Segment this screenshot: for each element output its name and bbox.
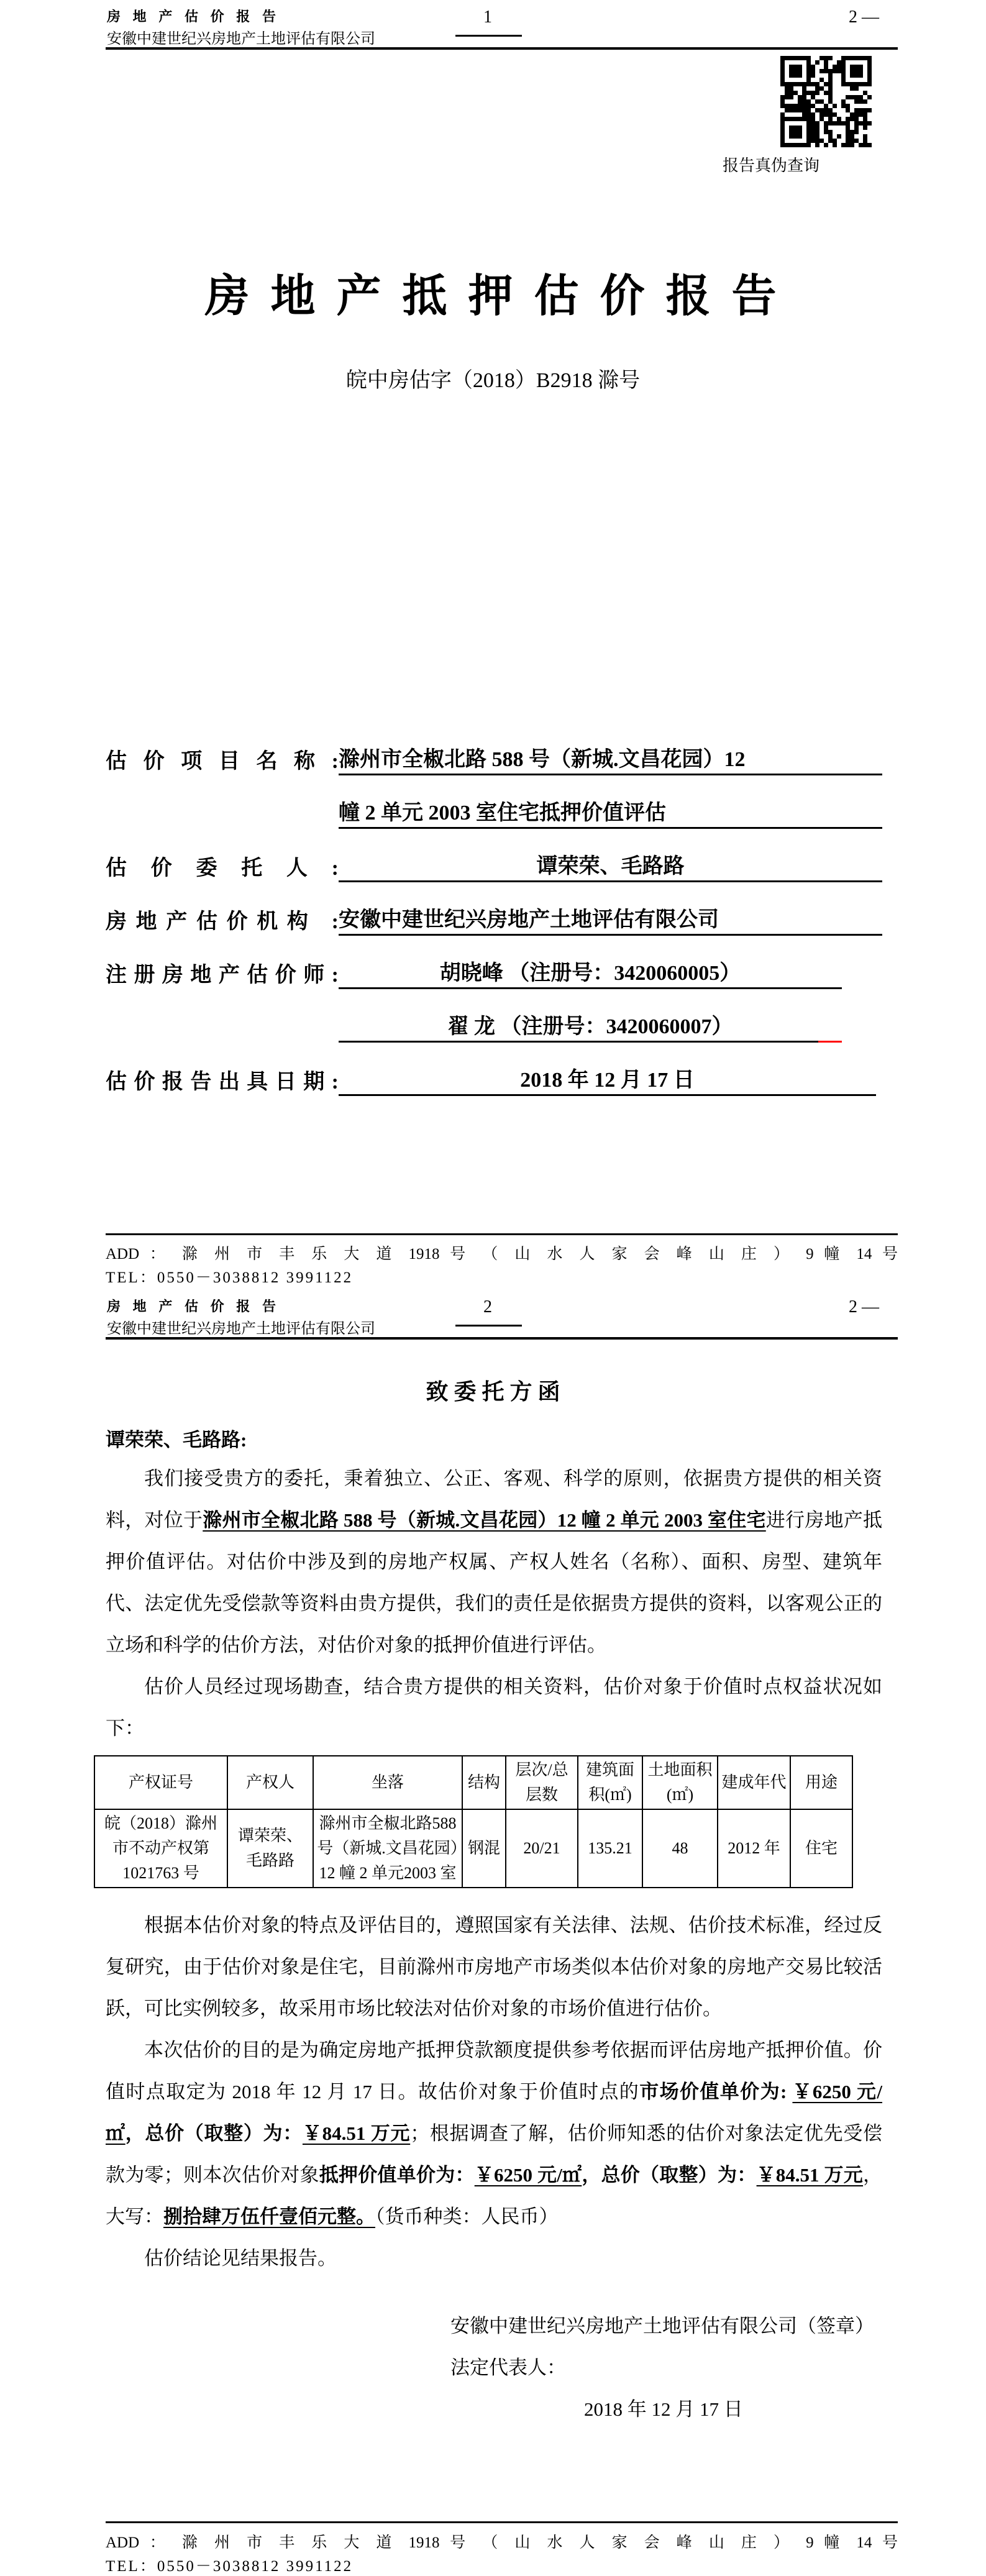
para4-seg-3: ， [125,2122,145,2144]
client-value: 谭荣荣、毛路路 [339,849,882,882]
para4-seg-1: 市场价值单价为: [639,2081,793,2103]
paragraph-engagement [106,1458,882,1666]
para1-pre: 我们接受贵方的委托，秉着独立、公正、客观、科学的原则，依据贵方提供的相关资料，对位于 [106,1468,882,1531]
cell-location: 滁州市全椒北路588 号（新城.文昌花园）12 幢 2 单元2003 室 [313,1809,462,1888]
qr-code-label: 报告真伪查询 [723,157,820,175]
col-certificate-no: 产权证号 [94,1756,227,1809]
report-title: 房 地 产 抵 押 估 价 报 告 [204,272,782,321]
para4-market-total-price: ￥84.51 万元 [302,2122,411,2144]
footer-telephone: TEL：0550－3038812 3991122 [106,2558,354,2575]
qr-code [777,52,876,152]
paragraph-valuation [106,2029,882,2237]
signature-block [106,2305,882,2430]
cell-year-built: 2012 年 [718,1809,790,1888]
header-rule [106,1337,898,1340]
para4-seg-0: 本次估价的目的是为确定房地产抵押贷款额度提供参考依据而评估房地产抵押价值。价值时点取定为 2018 年 12 月 17 日。故估价对象于价值时点的 [106,2039,882,2103]
cell-certificate-no: 皖（2018）滁州市不动产权第1021763 号 [94,1809,227,1888]
signature-date: 2018 年 12 月 17 日 [584,2398,743,2420]
para1-subject-address: 滁州市全椒北路 588 号（新城.文昌花园）12 幢 2 单元 2003 室住宅 [203,1509,766,1531]
issue-date-value: 2018 年 12 月 17 日 [339,1062,876,1096]
letter-title: 致 委 托 方 函 [426,1379,560,1404]
form-row-appraiser-2 [106,989,882,1043]
footer-rule [106,1233,898,1235]
col-structure: 结构 [462,1756,506,1809]
para4-mortgage-total-price: ￥84.51 万元 [756,2164,864,2186]
appraiser-2-value [339,1009,842,1043]
form-row-project-name [106,722,882,775]
col-floor: 层次/总层数 [506,1756,578,1809]
project-name-value-line2: 幢 2 单元 2003 室住宅抵押价值评估 [339,795,882,829]
page-number-underline [455,1325,522,1327]
para4-seg-9: ，总价（取整）为： [582,2164,757,2186]
page-2 [0,1287,986,2575]
para4-amount-in-words: 捌拾肆万伍仟壹佰元整。 [163,2206,375,2227]
header-doc-type: 房 地 产 估 价 报 告 [107,9,280,25]
project-name-value-line1: 滁州市全椒北路 588 号（新城.文昌花园）12 [339,742,882,775]
appraiser-1-value: 胡晓峰 （注册号：3420060005） [339,956,842,989]
client-label: 估 价 委 托 人 : [106,857,339,880]
cell-building-area: 135.21 [578,1809,642,1888]
footer-telephone: TEL：0550－3038812 3991122 [106,1269,354,1286]
para4-seg-11: ，大写： [106,2164,883,2227]
header-page-number: 1 [483,7,492,27]
col-year-built: 建成年代 [718,1756,790,1809]
letter-body [106,1458,882,2430]
table-row [94,1809,852,1888]
signature-legal-representative: 法定代表人： [450,2357,566,2378]
para4-seg-6: ；根据调查了解，估价师知悉的估价对象法定优先受偿款为零；则本次估价对象 [106,2122,883,2186]
footer-rule [106,2521,898,2523]
cover-form [106,722,882,1096]
col-land-area: 土地面积(㎡) [642,1756,718,1809]
agency-label: 房地产估价机构 : [106,910,339,933]
paragraph-method: 根据本估价对象的特点及评估目的，遵照国家有关法律、法规、估价技术标准，经过反复研究，由于估价对象是住宅，目前滁州市房地产市场类似本估价对象的房地产交易比较活跃，可比实例较多，故采用市场比较法对估价对象的市场价值进行估价。 [106,1914,882,2019]
empty-label [106,1041,339,1043]
paragraph-conclusion: 估价结论见结果报告。 [144,2247,337,2269]
header-company-name: 安徽中建世纪兴房地产土地评估有限公司 [107,1320,375,1337]
col-use: 用途 [790,1756,852,1809]
para4-seg-7: 抵押价值单价为： [319,2164,475,2186]
property-table [94,1755,853,1888]
report-number: 皖中房估字（2018）B2918 滁号 [345,369,641,392]
cell-owner: 谭荣荣、毛路路 [227,1809,313,1888]
para1-post: 进行房地产抵押价值评估。对估价中涉及到的房地产权属、产权人姓名（名称）、面积、房型、建筑年代、法定优先受偿款等资料由贵方提供，我们的责任是依据贵方提供的资料，以客观公正的立场和科学的估价方法，对估价对象的抵押价值进行评估。 [106,1509,882,1656]
table-header-row [94,1756,852,1809]
header-rule [106,47,898,50]
cell-use: 住宅 [790,1809,852,1888]
form-row-agency [106,882,882,936]
header-page-number: 2 [483,1297,492,1317]
para4-seg-13: （货币种类：人民币） [375,2206,559,2227]
para4-mortgage-unit-price: ￥6250 元/㎡ [474,2164,582,2186]
col-building-area: 建筑面积(㎡) [578,1756,642,1809]
col-location: 坐落 [313,1756,462,1809]
form-row-client [106,829,882,882]
project-name-label: 估 价 项 目 名 称 : [106,750,339,773]
header-page-total: 2 — [849,1297,879,1317]
letter-salutation: 谭荣荣、毛路路: [106,1429,247,1451]
appraiser-label: 注册房地产估价师: [106,964,339,987]
cell-structure: 钢混 [462,1809,506,1888]
form-row-issue-date [106,1043,882,1096]
agency-value: 安徽中建世纪兴房地产土地评估有限公司 [339,902,882,936]
col-owner: 产权人 [227,1756,313,1809]
footer-address: ADD ： 滁 州 市 丰 乐 大 道 1918 号 （ 山 水 人 家 会 峰 山 庄 ） 9 幢 14 号 [106,2534,898,2551]
header-doc-type: 房 地 产 估 价 报 告 [107,1299,280,1315]
red-underline-mark [818,1041,842,1043]
form-row-appraiser-1 [106,936,882,989]
issue-date-label: 估价报告出具日期: [106,1071,339,1094]
signature-company: 安徽中建世纪兴房地产土地评估有限公司（签章） [450,2315,874,2337]
header-page-total: 2 — [849,7,879,27]
footer-address: ADD ： 滁 州 市 丰 乐 大 道 1918 号 （ 山 水 人 家 会 峰 山 庄 ） 9 幢 14 号 [106,1246,898,1263]
cell-land-area: 48 [642,1809,718,1888]
paragraph-inspection: 估价人员经过现场勘查，结合贵方提供的相关资料，估价对象于价值时点权益状况如下： [106,1676,882,1739]
para4-seg-4: 总价（取整）为： [145,2122,303,2144]
para4-market-unit-price: ￥6250 元/㎡ [106,2081,883,2144]
form-row-project-name-2 [106,775,882,829]
empty-label [106,828,339,829]
header-company-name: 安徽中建世纪兴房地产土地评估有限公司 [107,30,375,47]
cell-floor: 20/21 [506,1809,578,1888]
page-1 [0,0,986,1287]
page-number-underline [455,35,522,37]
appraiser-2-text: 翟 龙 （注册号：3420060007） [447,1015,733,1038]
